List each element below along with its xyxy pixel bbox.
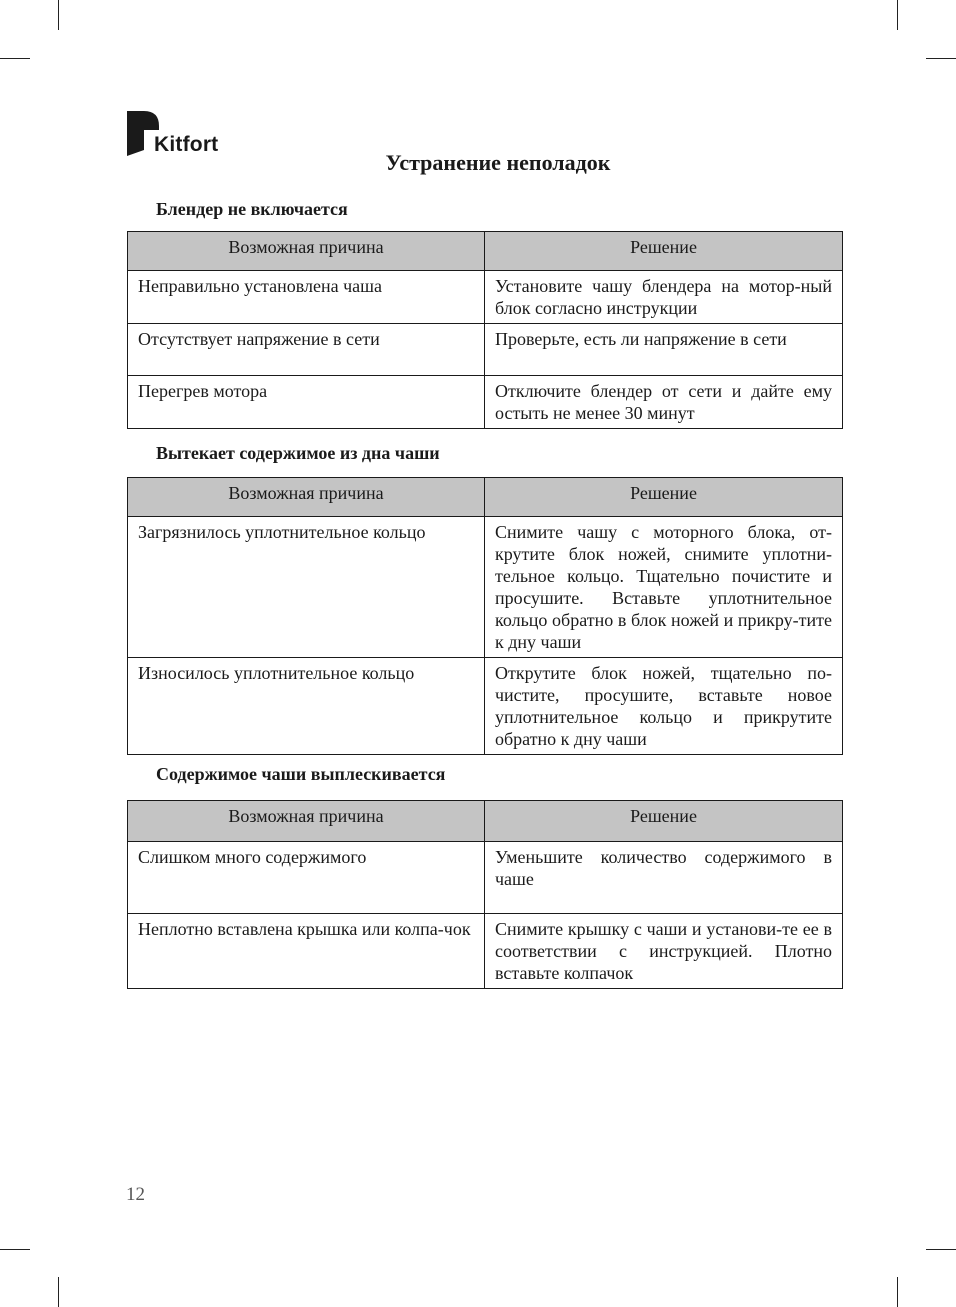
solution-cell: Снимите чашу с моторного блока, от-крутите блок ножей, снимите уплотни-тельное кольцо. Тщательно почистите и просушите. Вставьте уплотнительное кольцо обратно в блок ножей и прикру-тите к дну чаши: [485, 517, 843, 658]
table-row: [128, 914, 843, 989]
cause-cell: Слишком много содержимого: [128, 842, 485, 914]
header-solution: Решение: [485, 478, 843, 517]
crop-mark: [0, 1249, 30, 1250]
solution-cell: Уменьшите количество содержимого в чаше: [485, 842, 843, 914]
solution-cell: Установите чашу блендера на мотор-ный блок согласно инструкции: [485, 271, 843, 324]
page-title: Устранение неполадок: [385, 150, 611, 175]
crop-mark: [897, 1277, 898, 1307]
troubleshooting-table: [127, 800, 843, 989]
table-header-row: [128, 801, 843, 842]
header-cause: Возможная причина: [128, 801, 485, 842]
table-header-row: [128, 232, 843, 271]
crop-mark: [897, 0, 898, 30]
header-solution: Решение: [485, 232, 843, 271]
table-row: [128, 658, 843, 755]
crop-mark: [926, 58, 956, 59]
cause-cell: Перегрев мотора: [128, 376, 485, 429]
header-cause: Возможная причина: [128, 232, 485, 271]
table-row: [128, 324, 843, 376]
table-header-row: [128, 478, 843, 517]
table-row: [128, 517, 843, 658]
table-row: [128, 376, 843, 429]
section-title: Содержимое чаши выплескивается: [156, 764, 446, 784]
section-title: Блендер не включается: [156, 199, 348, 219]
solution-cell: Отключите блендер от сети и дайте ему остыть не менее 30 минут: [485, 376, 843, 429]
solution-cell: Проверьте, есть ли напряжение в сети: [485, 324, 843, 376]
crop-mark: [58, 1277, 59, 1307]
page-number: 12: [126, 1184, 145, 1205]
brand-name: Kitfort: [154, 133, 219, 156]
cause-cell: Неправильно установлена чаша: [128, 271, 485, 324]
troubleshooting-table: [127, 231, 843, 429]
crop-mark: [58, 0, 59, 30]
solution-cell: Открутите блок ножей, тщательно по-чистите, просушите, вставьте новое уплотнительное кольцо и прикрутите обратно к дну чаши: [485, 658, 843, 755]
cause-cell: Износилось уплотнительное кольцо: [128, 658, 485, 755]
cause-cell: Неплотно вставлена крышка или колпа-чок: [128, 914, 485, 989]
cause-cell: Отсутствует напряжение в сети: [128, 324, 485, 376]
crop-mark: [0, 58, 30, 59]
crop-mark: [926, 1249, 956, 1250]
table-row: [128, 842, 843, 914]
table-row: [128, 271, 843, 324]
header-solution: Решение: [485, 801, 843, 842]
solution-cell: Снимите крышку с чаши и установи-те ее в соответствии с инструкцией. Плотно вставьте колпачок: [485, 914, 843, 989]
cause-cell: Загрязнилось уплотнительное кольцо: [128, 517, 485, 658]
section-title: Вытекает содержимое из дна чаши: [156, 443, 440, 463]
header-cause: Возможная причина: [128, 478, 485, 517]
troubleshooting-table: [127, 477, 843, 755]
